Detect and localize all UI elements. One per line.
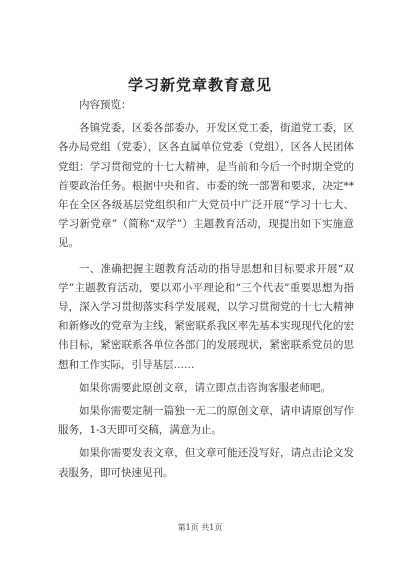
- page-number-footer: 第1页 共1页: [177, 523, 223, 532]
- promo-paragraph-custom: 如果你需要定制一篇独一无二的原创文章，请申请原创写作服务，1-3天即可交稿，满意为止。: [58, 405, 354, 437]
- promo-paragraph-publish: 如果你需要发表文章，但文章可能还没写好，请点击论文发表服务，即可快速见刊。: [58, 447, 354, 479]
- preview-label: 内容预览：: [79, 99, 132, 111]
- document-title: 学习新党章教育意见: [127, 76, 272, 94]
- body-paragraph-intro: 各镇党委，区委各部委办，开发区党工委，街道党工委，区各办局党组（党委），区各直属单位党委（党组），区各人民团体党组：学习贯彻党的十七大精神，是当前和今后一个时期全党的首要政治任务。根据中央和省、市委的统一部署和要求，决定**年在全区各级基层党组织和广大党员中广泛开展“学习十七大、学习新党章”（简称“双学”）主题教育活动，现提出如下实施意见。: [58, 122, 354, 250]
- promo-paragraph-consult: 如果你需要此原创文章，请立即点击咨询客服老师吧。: [79, 381, 331, 394]
- document-body: [58, 96, 354, 483]
- body-paragraph-guidance: 一、准确把握主题教育活动的指导思想和目标要求开展“双学”主题教育活动，要以邓小平理论和“三个代表”重要思想为指导，深入学习贯彻落实科学发展观，以学习贯彻党的十七大精神和新修改的党章为主线，紧密联系我区率先基本实现现代化的宏伟目标，紧密联系各单位各部门的发展现状，紧密联系党员的思想和工作实际，引导基层……: [58, 262, 354, 371]
